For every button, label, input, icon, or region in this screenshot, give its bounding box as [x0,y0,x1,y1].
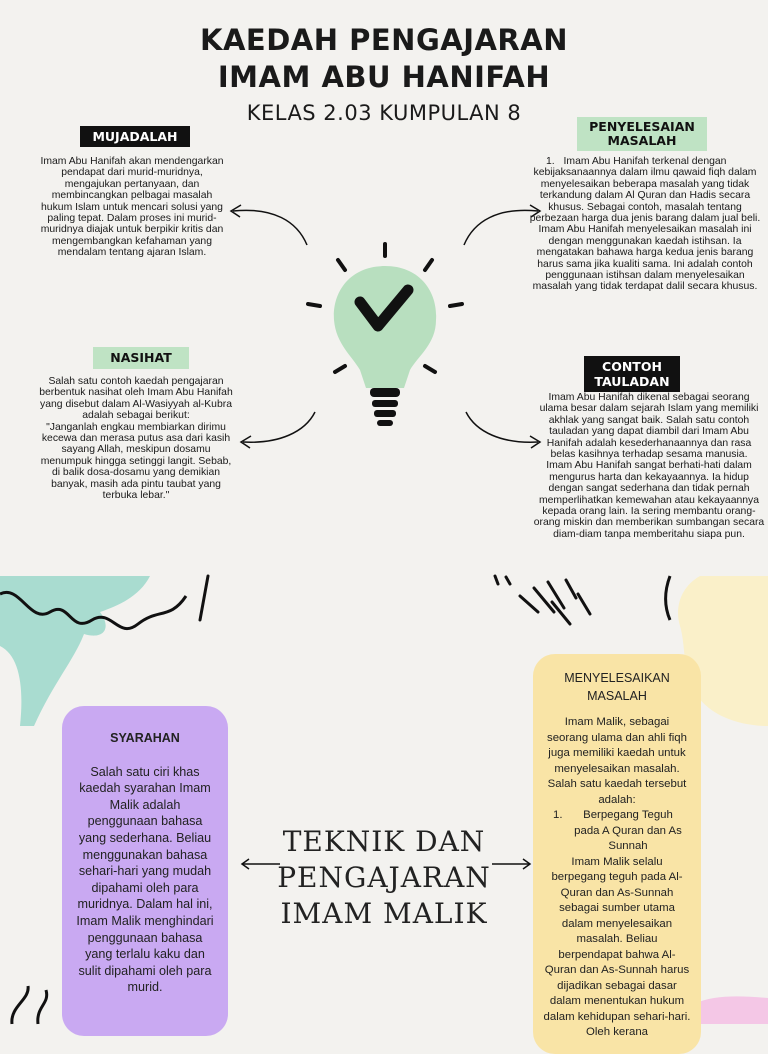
menyelesaikan-intro: Imam Malik, sebagai seorang ulama dan ahli fiqh juga memiliki kaedah untuk menyelesaikan masalah. Salah satu kaedah tersebut adalah: [547,716,687,806]
nasihat-intro: Salah satu contoh kaedah pengajaran berbentuk nasihat oleh Imam Abu Hanifah yang disebut dalam Al-Wasiyyah al-Kubra adalah sebagai berikut: [39,376,233,422]
squiggle-decoration [6,986,56,1024]
title-line-1: KAEDAH PENGAJARAN [200,23,568,57]
penyelesaian-heading-line2: MASALAH [607,133,677,148]
arrow-right-lower [458,408,548,453]
penyelesaian-text: Imam Abu Hanifah terkenal dengan kebijaksanaannya dalam ilmu qawaid fiqh dalam menyelesaikan beberapa masalah yang tidak terkandung dalam Al Quran dan Hadis secara khusus. Sebagai contoh, masalah tentang perbezaan harga dua jenis barang dalam jual beli. Imam Abu Hanifah menyelesaikan masalah ini dengan menggunakan kaedah istihsan. Ia mengatakan bahawa harga kedua jenis barang harus sama jika kualiti sama. Ini adalah contoh penggunaan istihsan dalam menyelesaikan masalah yang tidak terdapat dalil secara khusus. [529,156,761,293]
nasihat-heading: NASIHAT [93,347,189,369]
arrow-left-upper [225,195,315,255]
syarahan-heading: SYARAHAN [110,731,180,745]
menyelesaikan-item-marker: 1. [553,809,563,821]
pink-shape [694,994,768,1024]
title-line-2: IMAM ABU HANIFAH [217,60,551,94]
menyelesaikan-card [533,654,701,1054]
arrow-to-penyelesaian [490,858,532,870]
syarahan-text: Salah satu ciri khas kaedah syarahan Imam Malik adalah penggunaan bahasa yang sederhana. Beliau menggunakan bahasa sehari-hari yang mudah dipahami oleh para muridnya. Dalam hal ini, Imam Malik menghindari penggunaan bahasa yang terlalu kaku dan sulit dipahami oleh para murid. [76,764,214,995]
tauladan-heading-line1: CONTOH [602,359,662,374]
arrow-left-lower [235,408,325,453]
menyelesaikan-list-item [543,808,691,855]
tauladan-text-2: Imam Abu Hanifah sangat berhati-hati dalam mengurus harta dan kekayaannya. Ia hidup dengan sangat sederhana dan tidak pernah memperlihatkan kemewahan atau kekayaannya kepada orang lain. Ia sering membantu orang-orang miskin dan memberikan sumbangan secara diam-diam tanpa memberitahu siapa pun. [533,460,765,540]
tauladan-text [533,392,765,540]
penyelesaian-heading [577,117,707,151]
menyelesaikan-heading-line2: MASALAH [587,689,647,703]
teknik-title [268,824,500,932]
nasihat-quote: "Janganlah engkau membiarkan dirimu kecewa dan merasa putus asa dari kasih sayang Allah, meskipun dosamu menumpuk hingga setinggi langit. Sebab, di balik dosa-dosamu yang demikian banyak, masih ada pintu taubat yang terbuka lebar." [40,421,232,502]
mujadalah-heading: MUJADALAH [80,126,190,147]
menyelesaikan-text: Imam Malik selalu berpegang teguh pada Al-Quran dan As-Sunnah sebagai sumber utama dalam menyelesaikan masalah. Beliau berpendapat bahwa Al-Quran dan As-Sunnah harus dijadikan sebagai dasar dalam menentukan hukum dalam kehidupan sehari-hari. Oleh kerana [543,855,691,1038]
syarahan-card [62,706,228,1036]
menyelesaikan-heading-line1: MENYELESAIKAN [564,671,670,685]
page-title [0,22,768,96]
penyelesaian-heading-line1: PENYELESAIAN [589,119,695,134]
teal-splash-shape [0,576,210,726]
arrow-right-upper [458,195,548,255]
mujadalah-text: Imam Abu Hanifah akan mendengarkan pendapat dari murid-muridnya, mengajukan pertanyaan, dan membincangkan pelbagai masalah hukum Islam untuk mencari solusi yang paling tepat. Dalam proses ini murid-muridnya diajak untuk berpikir kritis dan mengembangkan kefahaman yang mendalam tentang ajaran Islam. [40,156,224,259]
tauladan-heading [584,356,680,392]
teknik-title-line2: PENGAJARAN [277,861,491,894]
page-subtitle: KELAS 2.03 KUMPULAN 8 [246,101,522,125]
dash-strokes-decoration [492,574,602,634]
penyelesaian-list-marker: 1. [546,156,555,167]
teknik-title-line3: IMAM MALIK [280,897,488,930]
tauladan-text-1: Imam Abu Hanifah dikenal sebagai seorang ulama besar dalam sejarah Islam yang memiliki akhlak yang sangat baik. Salah satu contoh tauladan yang dapat diambil dari Imam Abu Hanifah adalah kesederhanaannya dan rasa belas kasihnya terhadap sesama manusia. [539,392,759,461]
arrow-to-syarahan [240,858,282,870]
teknik-title-line1: TEKNIK DAN [282,825,486,858]
menyelesaikan-heading [543,669,691,705]
tauladan-heading-line2: TAULADAN [594,374,670,389]
nasihat-text [38,376,234,501]
menyelesaikan-item-text: Berpegang Teguh pada A Quran dan As Sunnah [574,809,682,852]
